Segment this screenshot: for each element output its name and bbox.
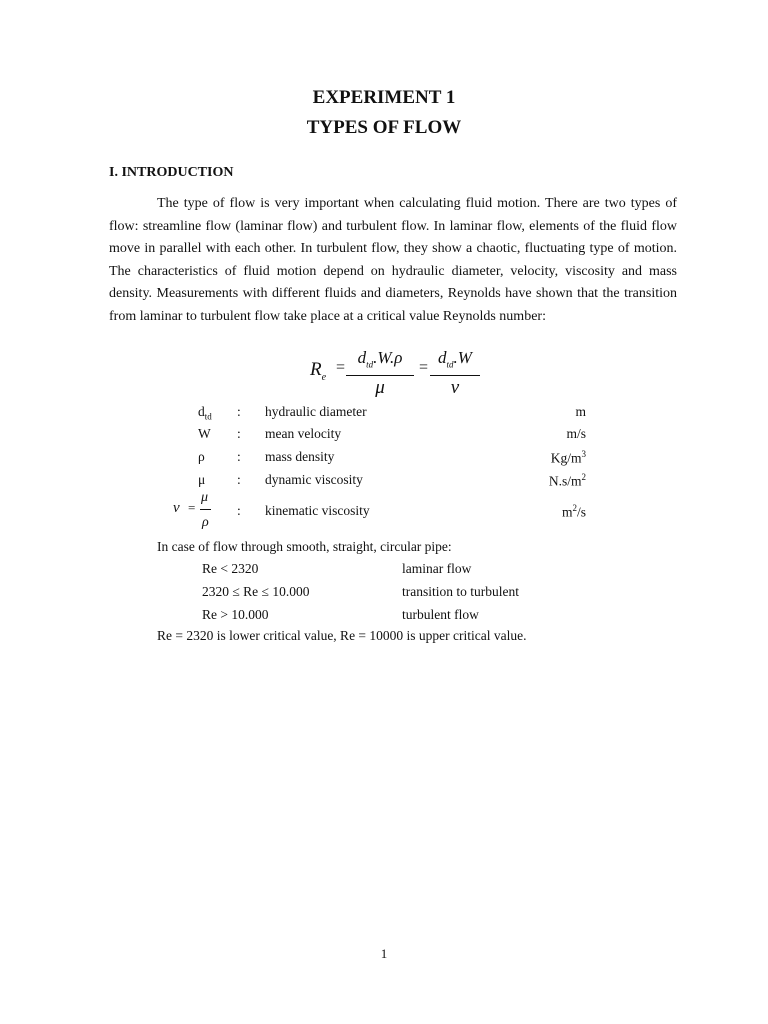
experiment-subtitle: TYPES OF FLOW [306,117,462,138]
experiment-title: EXPERIMENT 1 [312,87,456,108]
pipe-intro-text: In case of flow through smooth, straight, circular pipe: [157,539,452,554]
formula-lhs: $R_e$ [310,359,327,383]
variable-row [0,503,768,523]
variable-description: hydraulic diameter [265,404,367,419]
regime-name: transition to turbulent [402,584,519,599]
variable-row [0,449,768,469]
variable-description: dynamic viscosity [265,472,363,487]
separator-colon: : [237,503,241,518]
regime-condition: Re > 10.000 [202,607,269,622]
separator-colon: : [237,426,241,441]
intro-paragraph: The type of flow is very important when calculating fluid motion. There are two types of flow: streamline flow (laminar flow) and turbulent flow. In laminar flow, elements of the fluid flow move in parallel with each other. In turbulent flow, they show a chaotic, fluctuating type of motion. The characteristics of fluid motion depend on hydraulic diameter, velocity, viscosity and mass density. Measurements with different fluids and diameters, Reynolds have shown that the transition from laminar to turbulent flow take place at a critical value Reynolds number: [109,196,677,324]
separator-colon: : [237,449,241,464]
variable-unit: m [575,404,586,419]
regime-condition: 2320 ≤ Re ≤ 10.000 [202,584,310,599]
separator-colon: : [237,404,241,419]
separator-colon: : [237,472,241,487]
variable-symbol: W [198,426,211,441]
variable-row [0,472,768,492]
regime-name: laminar flow [402,561,472,576]
regime-condition: Re < 2320 [202,561,259,576]
fraction-1-numerator: $d_{td}.W.\rho$ [346,347,414,376]
variable-unit: $m^2/s$ [561,503,586,520]
fraction-2-denominator: ν [450,377,460,399]
formula-equals-2: = [419,359,429,376]
variable-row [0,404,768,424]
fraction-2-numerator: $d_{td}.W$ [430,347,480,376]
variable-row [0,426,768,446]
variable-description: kinematic viscosity [265,503,370,518]
rho-symbol: ρ [202,515,209,530]
mu-symbol: μ [201,490,209,505]
fraction-1-denominator: μ [375,377,385,399]
variable-unit: $N.s/m^2$ [548,472,586,489]
variable-description: mass density [265,449,335,464]
variable-description: mean velocity [265,426,342,441]
critical-value-note: Re = 2320 is lower critical value, Re = 10000 is upper critical value. [157,628,527,643]
regime-name: turbulent flow [402,607,479,622]
page-number: 1 [380,946,388,961]
nu-equals: = [188,500,196,515]
nu-symbol: ν [173,500,180,516]
variable-unit: m/s [566,426,586,441]
formula-fraction-1 [346,347,414,400]
section-heading: I. INTRODUCTION [109,165,234,180]
formula-fraction-2 [430,347,480,400]
variable-symbol: ρ [198,449,205,464]
variable-unit: $Kg/m^3$ [550,449,586,466]
formula-equals-1: = [336,359,346,376]
variable-symbol: μ [198,472,206,487]
variable-symbol: $d_{td}$ [198,404,212,422]
reynolds-formula [308,347,508,399]
